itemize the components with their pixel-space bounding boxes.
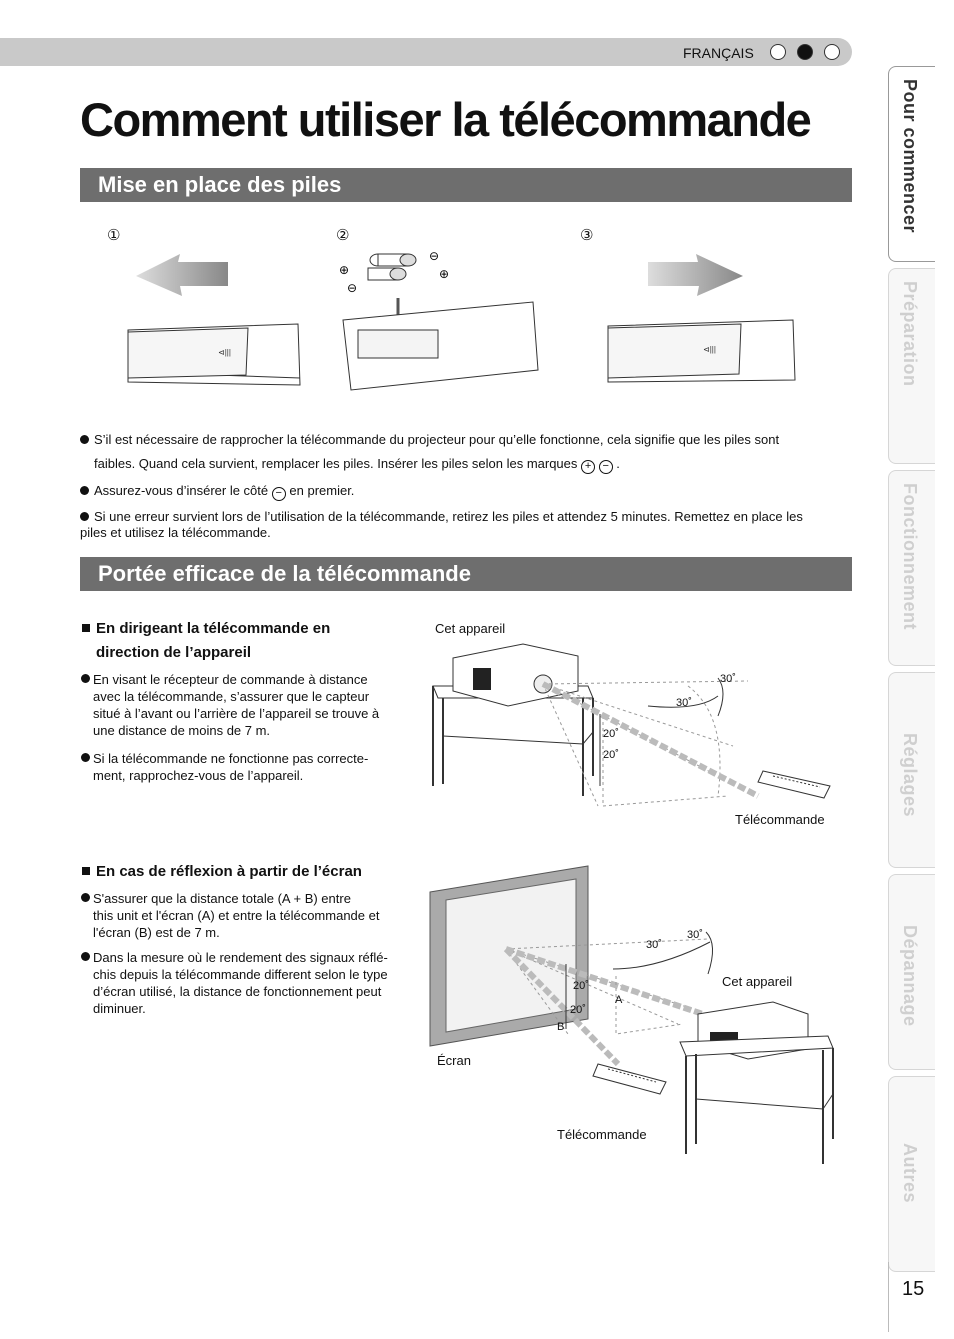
bullet-item: Si une erreur survient lors de l’utilisation de la télécommande, retirez les piles et attendez 5 minutes. Remettez en place les [94,508,864,525]
plus-symbol-icon: + [581,460,595,474]
distance-b-label: B [557,1021,565,1033]
reflection-bullet-1: S'assurer que la distance totale (A + B) entre this unit et l'écran (A) et entre la télécommande et l'écran (B) est de 7 m. [93,890,413,941]
svg-text:⊲|||: ⊲||| [218,348,231,357]
tab-fonctionnement[interactable]: Fonctionnement [888,470,935,666]
device-label: Cet appareil [722,974,793,989]
language-dot-1 [770,44,786,60]
tab-preparation[interactable]: Préparation [888,268,935,464]
bullet-item-continued: faibles. Quand cela survient, remplacer les piles. Insérer les piles selon les marques + − . [94,456,620,472]
angle-label: 30˚ [687,929,703,941]
angle-label: 30˚ [720,673,736,685]
svg-text:⊖: ⊖ [347,281,358,295]
svg-text:⊕: ⊕ [339,263,350,277]
minus-symbol-icon: − [599,460,613,474]
angle-label: 20˚ [603,728,619,740]
language-dot-3 [824,44,840,60]
step-number-3: ③ [580,227,594,244]
tab-reglages[interactable]: Réglages [888,672,935,868]
direct-range-diagram [428,636,838,816]
direct-bullet-1: En visant le récepteur de commande à distance avec la télécommande, s’assurer que le capteur situé à l’avant ou l’arrière de l’appareil se trouve à une distance de moins de 7 m. [93,671,413,739]
bullet-item: S’il est nécessaire de rapprocher la télécommande du projecteur pour qu’elle fonctionne, cela signifie que les piles sont [94,431,779,448]
language-label: FRANÇAIS [683,45,754,61]
angle-label: 20˚ [570,1004,586,1016]
arrow-left-icon [136,254,228,296]
tab-pour-commencer[interactable]: Pour commencer [888,66,935,262]
svg-text:⊖: ⊖ [429,249,440,263]
section-heading-batteries [80,168,852,202]
language-dot-2-active [797,44,813,60]
section-heading-text: Portée efficace de la télécommande [98,561,471,586]
direct-bullet-2: Si la télécommande ne fonctionne pas correcte- ment, rapprochez-vous de l’appareil. [93,750,413,784]
screen-label: Écran [437,1053,471,1068]
angle-label: 30˚ [676,697,692,709]
subheading-direct: En dirigeant la télécommande en direction de l’appareil [96,617,330,665]
remote-label: Télécommande [557,1127,647,1142]
section-heading-range [80,557,852,591]
svg-text:⊲|||: ⊲||| [703,345,716,354]
bullet-item-continued: piles et utilisez la télécommande. [80,525,271,540]
tab-autres[interactable]: Autres [888,1076,935,1272]
distance-a-label: A [615,994,623,1006]
battery-installation-illustration [118,240,818,400]
svg-text:⊕: ⊕ [439,267,450,281]
arrow-right-icon [648,254,743,296]
chapter-tabs [884,0,954,1339]
angle-label: 20˚ [603,749,619,761]
page-number: 15 [902,1278,925,1300]
page-title: Comment utiliser la télécommande [80,93,811,146]
subheading-reflection: En cas de réflexion à partir de l’écran [96,860,362,884]
angle-label: 20˚ [573,980,589,992]
minus-symbol-icon: − [272,487,286,501]
section-heading-text: Mise en place des piles [98,172,342,197]
tab-depannage[interactable]: Dépannage [888,874,935,1070]
remote-label: Télécommande [735,812,825,827]
bullet-item: Assurez-vous d’insérer le côté − en premier. [94,482,354,501]
step-number-2: ② [336,227,350,244]
step-number-1: ① [107,227,121,244]
angle-label: 30˚ [646,939,662,951]
device-label: Cet appareil [435,621,506,636]
reflection-bullet-2: Dans la mesure où le rendement des signaux réflé- chis depuis la télécommande different selon le type d’écran utilisé, la distance de fonctionnement peut diminuer. [93,949,413,1017]
